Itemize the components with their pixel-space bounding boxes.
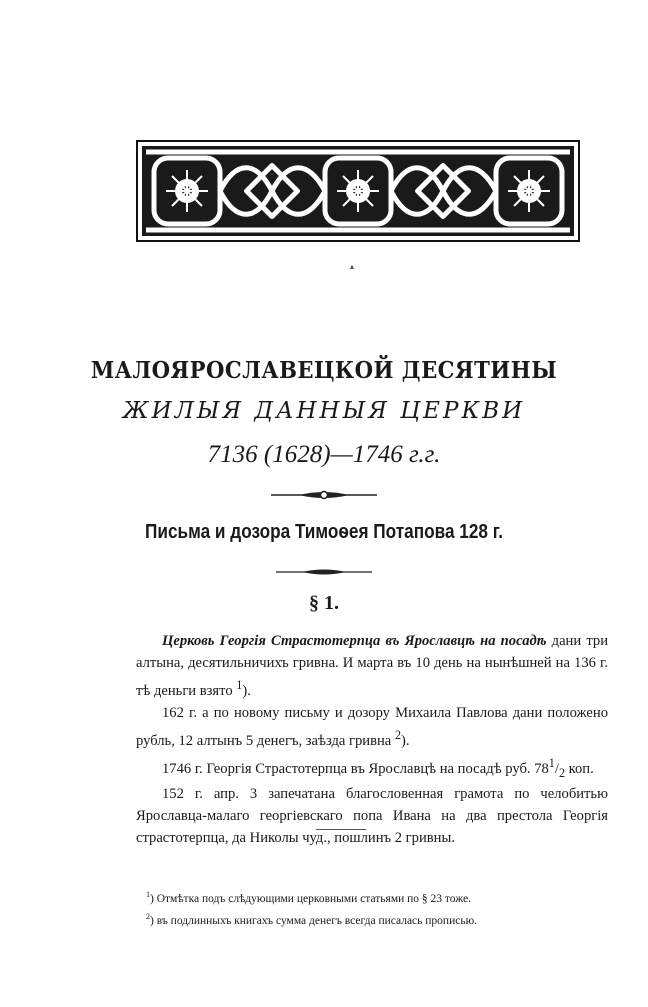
paragraph-1	[136, 630, 608, 702]
paragraph-3-text: 1746 г. Георгія Страстотерпца въ Ярославцѣ на посадѣ руб. 78	[162, 760, 549, 777]
fraction-numerator: 1	[548, 755, 555, 770]
subtitle: Письма и дозора Тимоѳея Потапова 128 г.	[145, 521, 503, 543]
paragraph-3: 1746 г. Георгія Страстотерпца въ Ярославцѣ на посадѣ руб. $78^1/_2$ коп.	[162, 755, 594, 780]
short-divider	[316, 829, 366, 830]
footnote-text: ) Отмѣтка подъ слѣдующими церковными статьями по § 23 тоже.	[150, 892, 472, 905]
body-text	[136, 630, 608, 849]
section-heading: § 1.	[309, 592, 339, 614]
title-line-1: МАЛОЯРОСЛАВЕЦКОЙ ДЕСЯТИНЫ	[90, 357, 558, 384]
church-name: Церковь Георгія Страстотерпца въ Ярославцѣ на посадѣ	[162, 633, 547, 649]
paragraph-4: 152 г. апр. 3 запечатана благословенная грамота по челобитью Ярославца-малаго георгіевскаго попа Ивана на два престола Георгія страстотерпца, да Николы чуд., пошлинъ 2 гривны.	[136, 786, 608, 847]
paragraph-2-end: ).	[401, 732, 410, 749]
paragraph-1-text: дани три алтына, десятильничихъ гривна. И марта въ 10 день на нынѣшней на 136 г. тѣ деньги взято	[136, 633, 608, 699]
footnote-mark: 2	[146, 911, 150, 921]
footnote-2	[146, 908, 606, 930]
paragraph-1-end: ).	[242, 682, 251, 699]
subtitle-divider	[0, 563, 648, 582]
footnote-ref-1: 1	[236, 678, 243, 692]
paragraph-3-end: коп.	[565, 760, 594, 777]
fraction-denominator: 2	[558, 765, 566, 780]
title-line-2: ЖИЛЫЯ ДАННЫЯ ЦЕРКВИ	[122, 398, 526, 424]
footnote-1	[146, 886, 606, 908]
paragraph-2-text: 162 г. а по новому письму и дозору Михаила Павлова дани положено рубль, 12 алтынъ 5 денегъ, заѣзда гривна	[136, 704, 608, 749]
footnote-text: ) въ подлинныхъ книгахъ сумма денегъ всегда писалась прописью.	[150, 914, 478, 927]
title-line-3: 7136 (1628)—1746 г.г.	[207, 441, 441, 468]
ornamental-headpiece	[136, 140, 580, 242]
footnotes	[146, 886, 606, 930]
paragraph-2	[136, 702, 608, 752]
title-divider	[0, 487, 648, 506]
ink-dot: ▴	[350, 262, 355, 271]
footnote-mark: 1	[146, 890, 150, 899]
footnote-ref-2: 2	[394, 727, 402, 742]
